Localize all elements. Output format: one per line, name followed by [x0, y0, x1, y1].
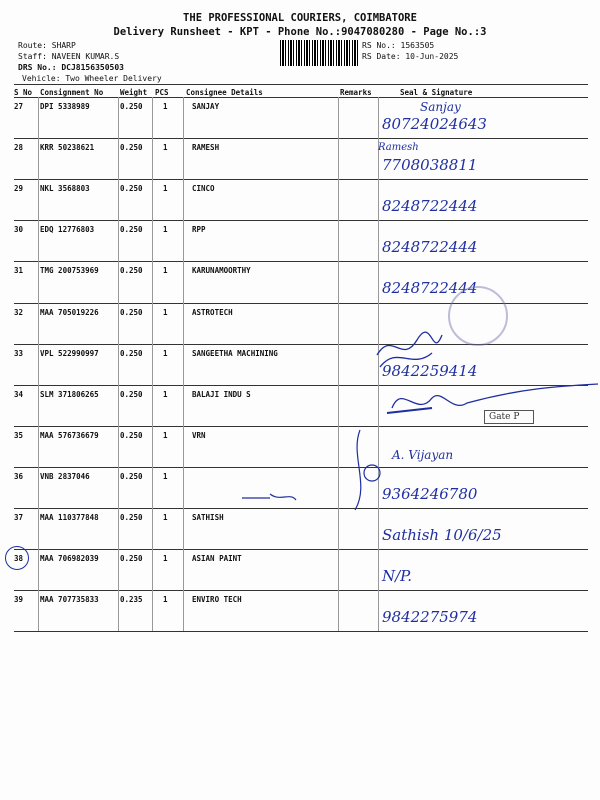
header-top-rule: [14, 84, 588, 85]
row-pcs: 1: [163, 143, 168, 153]
row-38-circle: [5, 546, 29, 570]
row-consignee: BALAJI INDU S: [192, 389, 251, 399]
row-weight: 0.250: [120, 307, 143, 317]
row-divider: [14, 508, 588, 509]
row-sno: 30: [14, 225, 24, 235]
row-divider: [14, 467, 588, 468]
row-sno: 32: [14, 307, 24, 317]
rs-date: RS Date: 10-Jun-2025: [362, 52, 459, 61]
row-weight: 0.250: [120, 266, 143, 276]
row-sno: 35: [14, 430, 24, 440]
row-signature: 7708038811: [382, 156, 478, 175]
title: THE PROFESSIONAL COURIERS, COIMBATORE: [183, 12, 417, 24]
row-consignee: ASTROTECH: [192, 307, 233, 317]
row-consignment-no: MAA 706982039: [40, 554, 99, 564]
route: Route: SHARP: [18, 41, 76, 50]
row-signature: N/P.: [382, 567, 412, 586]
row-sno: 34: [14, 389, 24, 399]
row-divider: [14, 549, 588, 550]
col-header-consignee: Consignee Details: [186, 88, 263, 97]
row-weight: 0.250: [120, 554, 143, 564]
row-sno: 31: [14, 266, 24, 276]
row-signature: 9364246780: [382, 484, 478, 503]
rs-number: RS No.: 1563505: [362, 41, 435, 50]
row-consignee: VRN: [192, 430, 206, 440]
row-weight: 0.250: [120, 225, 143, 235]
row-sno: 27: [14, 102, 24, 111]
row-consignment-no: TMG 200753969: [40, 266, 99, 276]
row-consignee: SANGEETHA MACHINING: [192, 348, 278, 358]
row-sno: 39: [14, 595, 24, 605]
row-pcs: 1: [163, 184, 168, 194]
row-sno: 28: [14, 143, 24, 153]
row-sno: 36: [14, 471, 24, 481]
row-signature: 9842275974: [382, 608, 478, 627]
row-divider: [14, 631, 588, 632]
gate-note: Gate P: [484, 410, 534, 424]
scribble-row-34: [372, 378, 600, 428]
row-pcs: 1: [163, 225, 168, 235]
row-weight: 0.250: [120, 430, 143, 440]
column-divider: [183, 97, 184, 631]
row-consignee: SANJAY: [192, 102, 220, 111]
col-header-weight: Weight: [120, 88, 148, 97]
staff: Staff: NAVEEN KUMAR.S: [18, 52, 120, 61]
row-consignee: KARUNAMOORTHY: [192, 266, 251, 276]
row-divider: [14, 179, 588, 180]
bracket-rows-35-36: [345, 425, 385, 515]
subtitle: Delivery Runsheet - KPT - Phone No.:9047080280 - Page No.:3: [113, 26, 487, 38]
row-consignment-no: MAA 705019226: [40, 307, 99, 317]
row-consignment-no: DPI 5338989: [40, 102, 90, 111]
row-divider: [14, 220, 588, 221]
col-header-sno: S No: [14, 88, 33, 97]
scribble-row-33: [372, 325, 452, 375]
row-pcs: 1: [163, 595, 168, 605]
row-consignee: CINCO: [192, 184, 215, 194]
row-divider: [14, 261, 588, 262]
row-signature: 8248722444: [382, 238, 478, 257]
signature-ramesh: Ramesh: [378, 142, 419, 153]
row-pcs: 1: [163, 102, 168, 111]
signature-sanjay: Sanjay: [420, 100, 461, 114]
row-pcs: 1: [163, 471, 168, 481]
row-signature: 8072402464З: [382, 115, 487, 133]
col-header-signature: Seal & Signature: [400, 88, 473, 97]
row-pcs: 1: [163, 266, 168, 276]
column-divider: [118, 97, 119, 631]
row-consignment-no: VNB 2837046: [40, 471, 90, 481]
row-divider: [14, 138, 588, 139]
row-consignee: SATHISH: [192, 513, 224, 522]
header-bottom-rule: [14, 97, 588, 98]
row-consignment-no: NKL 3568803: [40, 184, 90, 194]
row-signature: Sathish 10/6/25: [382, 526, 502, 544]
row-weight: 0.250: [120, 389, 143, 399]
row-pcs: 1: [163, 348, 168, 358]
column-divider: [152, 97, 153, 631]
row-consignee: RAMESH: [192, 143, 220, 153]
row-weight: 0.250: [120, 143, 143, 153]
column-divider: [38, 97, 39, 631]
scribble-row-36: [240, 488, 300, 508]
row-divider: [14, 590, 588, 591]
row-weight: 0.250: [120, 102, 143, 111]
row-pcs: 1: [163, 554, 168, 564]
row-pcs: 1: [163, 307, 168, 317]
row-pcs: 1: [163, 430, 168, 440]
row-consignment-no: KRR 50238621: [40, 143, 95, 153]
row-consignment-no: SLM 371806265: [40, 389, 99, 399]
row-consignee: ENVIRO TECH: [192, 595, 242, 605]
row-weight: 0.250: [120, 184, 143, 194]
row-consignment-no: MAA 707735833: [40, 595, 99, 605]
row-pcs: 1: [163, 513, 168, 522]
row-consignment-no: MAA 110377848: [40, 513, 99, 522]
row-signature: 9842259414: [382, 361, 478, 380]
barcode: [280, 40, 360, 66]
row-signature: 8248722444: [382, 279, 478, 298]
row-weight: 0.235: [120, 595, 143, 605]
col-header-pcs: PCS: [155, 88, 169, 97]
row-pcs: 1: [163, 389, 168, 399]
seal-stamp: [448, 286, 508, 346]
row-sno: 37: [14, 513, 24, 522]
drs-number: DRS No.: DCJ8156350503: [18, 63, 124, 72]
row-consignment-no: EDQ 12776803: [40, 225, 95, 235]
vehicle: Vehicle: Two Wheeler Delivery: [22, 74, 162, 83]
col-header-consignment: Consignment No: [40, 88, 104, 97]
signature-vijayan: A. Vijayan: [392, 448, 454, 462]
row-sno: 33: [14, 348, 24, 358]
row-divider: [14, 344, 588, 345]
row-signature: 8248722444: [382, 197, 478, 216]
column-divider: [338, 97, 339, 631]
row-consignee: ASIAN PAINT: [192, 554, 242, 564]
col-header-remarks: Remarks: [340, 88, 372, 97]
row-consignment-no: MAA 576736679: [40, 430, 99, 440]
row-consignee: RPP: [192, 225, 206, 235]
row-consignment-no: VPL 522990997: [40, 348, 99, 358]
row-weight: 0.250: [120, 348, 143, 358]
row-sno: 38: [14, 554, 24, 564]
row-weight: 0.250: [120, 471, 143, 481]
row-weight: 0.250: [120, 513, 143, 522]
row-sno: 29: [14, 184, 24, 194]
